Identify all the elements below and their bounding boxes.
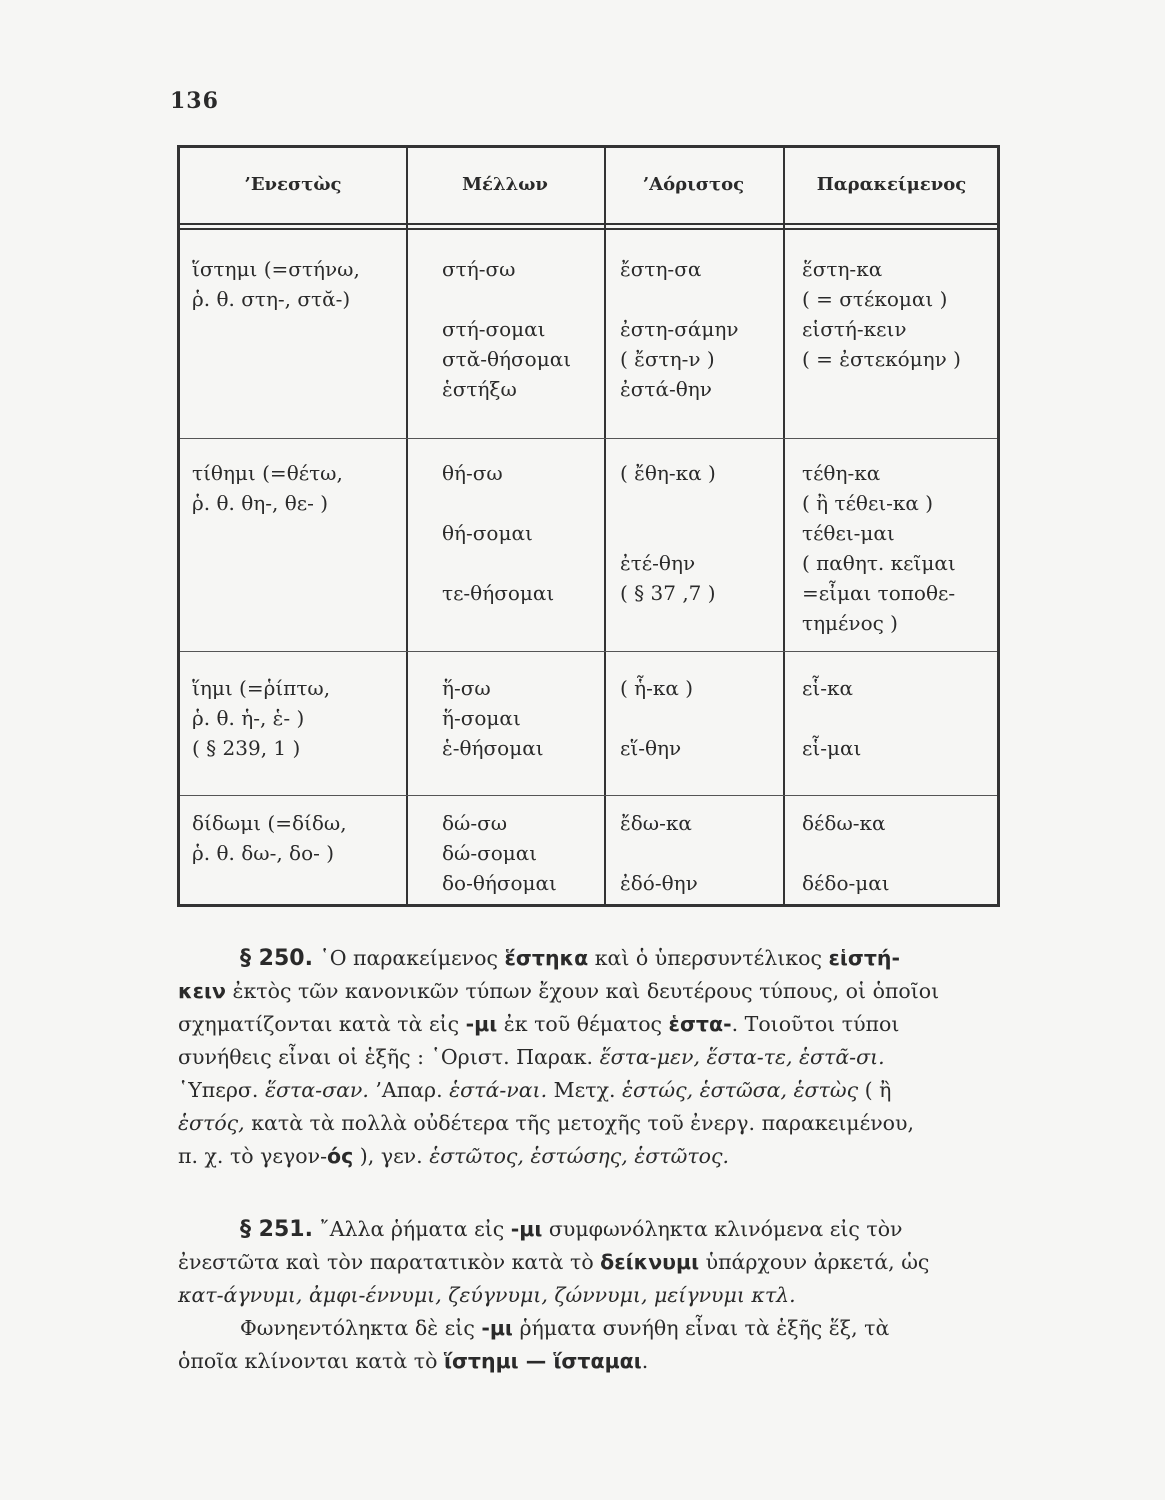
section-251: [178, 1213, 1010, 1378]
italic-forms: ἕστα-σαν.: [264, 1078, 369, 1102]
text: ῎Αλλα ῥήματα εἰς: [319, 1217, 511, 1241]
bold-term: -μι: [510, 1217, 543, 1241]
row-1-future: στή-σω στή-σομαι στᾰ-θήσομαι ἑστήξω: [442, 257, 572, 401]
italic-forms: κατ-άγνυμι, ἀμφι-έννυμι, ζεύγνυμι, ζώννυμι, μείγνυμι κτλ.: [178, 1283, 796, 1307]
row-1-perfect: ἕστη-κα ( = στέκομαι ) εἱστή-κειν ( = ἐστεκόμην ): [802, 257, 961, 371]
text: σχηματίζονται κατὰ τὰ εἰς: [178, 1012, 466, 1036]
text: ἐνεστῶτα καὶ τὸν παρατατικὸν κατὰ τὸ: [178, 1250, 601, 1274]
row-1-present: ἵστημι (=στήνω, ῥ. θ. στη-, στᾰ-): [192, 257, 360, 311]
conjugation-table: [177, 145, 1000, 907]
row-divider: [180, 651, 997, 652]
row-2-perfect: τέθη-κα ( ἢ τέθει-κα ) τέθει-μαι ( παθητ. κεῖμαι =εἶμαι τοποθε- τημένος ): [802, 461, 956, 635]
bold-term: ἑστα-: [668, 1012, 732, 1036]
text: ὑπάρχουν ἀρκετά, ὡς: [699, 1250, 930, 1274]
header-divider: [180, 223, 997, 225]
text: ( ἢ: [858, 1078, 892, 1102]
italic-forms: ἕστα-μεν, ἕστα-τε, ἑστᾶ-σι.: [599, 1045, 885, 1069]
column-divider: [406, 148, 408, 904]
row-3-present: ἵημι (=ῥίπτω, ῥ. θ. ἡ-, ἑ- ) ( § 239, 1 ): [192, 676, 331, 760]
text: ἐκτὸς τῶν κανονικῶν τύπων ἔχουν καὶ δευτέρους τύπους, οἱ ὁποῖοι: [225, 979, 940, 1003]
bold-term: κειν: [178, 979, 226, 1003]
row-4-present: δίδωμι (=δίδω, ῥ. θ. δω-, δο- ): [192, 811, 347, 865]
header-aorist: ’Αόριστος: [642, 174, 745, 195]
text: ὁποῖα κλίνονται κατὰ τὸ: [178, 1349, 444, 1373]
italic-forms: ἑστώς, ἑστῶσα, ἑστὼς: [622, 1078, 859, 1102]
bold-term: ἵστημι — ἵσταμαι: [443, 1349, 642, 1373]
bold-term: ός: [327, 1144, 354, 1168]
text: ῾Υπερσ.: [178, 1078, 265, 1102]
row-4-aorist: ἔδω-κα ἐδό-θην: [620, 811, 698, 895]
row-4-perfect: δέδω-κα δέδο-μαι: [802, 811, 890, 895]
section-251-mark: § 251.: [240, 1217, 313, 1242]
text: ἐκ τοῦ θέματος: [497, 1012, 669, 1036]
row-divider: [180, 795, 997, 796]
bold-term: -μι: [465, 1012, 498, 1036]
text: Μετχ.: [547, 1078, 623, 1102]
column-divider: [604, 148, 606, 904]
row-3-perfect: εἷ-κα εἷ-μαι: [802, 676, 862, 760]
bold-term: -μι: [481, 1316, 513, 1340]
section-250-mark: § 250.: [240, 946, 313, 971]
row-4-future: δώ-σω δώ-σομαι δο-θήσομαι: [442, 811, 557, 895]
row-3-future: ἥ-σω ἥ-σομαι ἑ-θήσομαι: [442, 676, 544, 760]
text: καὶ ὁ ὑπερσυντέλικος: [588, 946, 829, 970]
row-2-present: τίθημι (=θέτω, ῥ. θ. θη-, θε- ): [192, 461, 343, 515]
row-1-aorist: ἔστη-σα ἐστη-σάμην ( ἔστη-ν ) ἐστά-θην: [620, 257, 739, 401]
text: ῾Ο παρακείμενος: [319, 946, 505, 970]
bold-term: ἕστηκα: [504, 946, 589, 970]
text: . Τοιοῦτοι τύποι: [731, 1012, 900, 1036]
row-2-aorist: ( ἔθη-κα ) ἐτέ-θην ( § 37 ,7 ): [620, 461, 716, 605]
section-250: [178, 942, 1010, 1173]
bold-term: δείκνυμι: [600, 1250, 700, 1274]
text: κατὰ τὰ πολλὰ οὐδέτερα τῆς μετοχῆς τοῦ ἐνεργ. παρακειμένου,: [244, 1111, 915, 1135]
bold-term: εἱστή-: [828, 946, 901, 970]
italic-forms: ἑστός,: [178, 1111, 245, 1135]
text: ), γεν.: [353, 1144, 430, 1168]
header-present: ’Ενεστὼς: [244, 174, 342, 195]
row-divider: [180, 438, 997, 439]
header-future: Μέλλων: [462, 174, 548, 195]
row-3-aorist: ( ἧ-κα ) εἵ-θην: [620, 676, 694, 760]
italic-forms: ἑστῶτος, ἑστώσης, ἑστῶτος.: [429, 1144, 730, 1168]
text: συμφωνόληκτα κλινόμενα εἰς τὸν: [542, 1217, 903, 1241]
header-divider: [180, 228, 997, 230]
text: .: [641, 1349, 649, 1373]
text: ῥήματα συνήθη εἶναι τὰ ἑξῆς ἕξ, τὰ: [512, 1316, 890, 1340]
text: συνήθεις εἶναι οἱ ἑξῆς : ῾Οριστ. Παρακ.: [178, 1045, 600, 1069]
column-divider: [783, 148, 785, 904]
text: ’Απαρ.: [368, 1078, 450, 1102]
page-number: 136: [170, 88, 219, 114]
text: Φωνηεντόληκτα δὲ εἰς: [240, 1316, 482, 1340]
row-2-future: θή-σω θή-σομαι τε-θήσομαι: [442, 461, 555, 605]
header-perfect: Παρακείμενος: [816, 174, 967, 195]
text: π. χ. τὸ γεγον-: [178, 1144, 328, 1168]
italic-forms: ἑστά-ναι.: [449, 1078, 548, 1102]
